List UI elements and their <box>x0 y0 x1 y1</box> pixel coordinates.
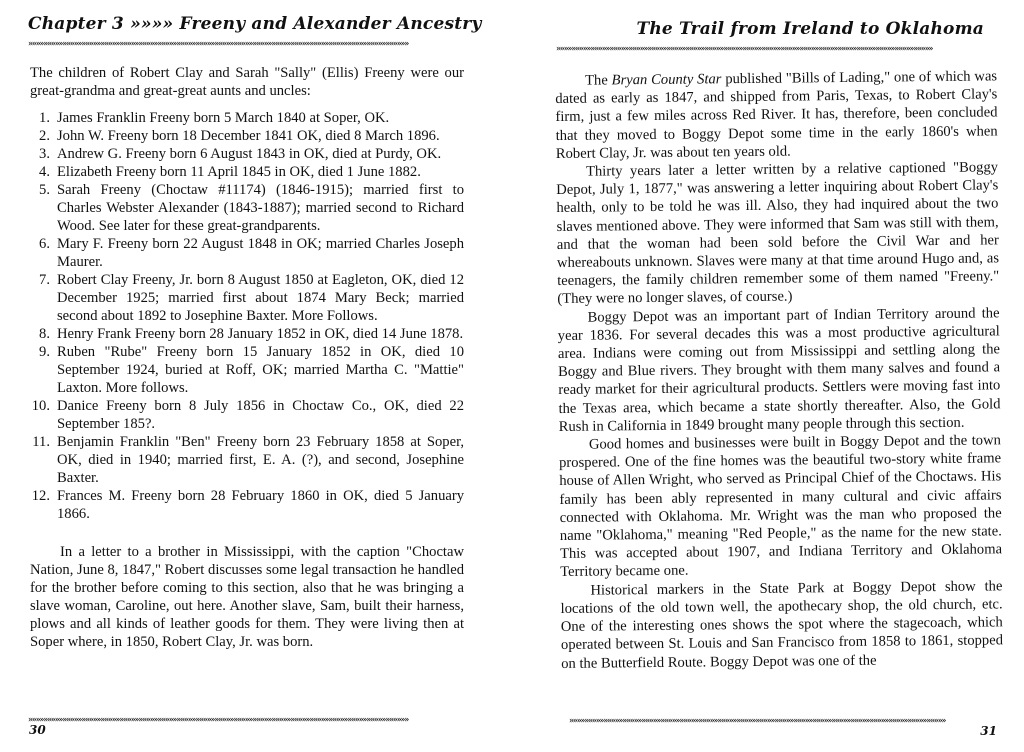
children-list <box>30 109 464 523</box>
book-title-running-head: The Trail from Ireland to Oklahoma <box>636 19 984 39</box>
letter-paragraph: In a letter to a brother in Mississippi, with the caption "Choctaw Nation, June 8, 1847," Robert discusses some legal transaction he handled for the brother before coming to this section, also that he was bringing a slave woman, Caroline, out here. Another slave, Sam, built their harness, plows and all kinds of leather goods for them. They were living then at Soper where, in 1850, Robert Clay, Jr. was born. <box>30 544 464 650</box>
newspaper-title: Bryan County Star <box>611 71 722 89</box>
list-item: 12. Frances M. Freeny born 28 February 1860 in OK, died 5 January 1866. <box>31 488 464 522</box>
list-item: 8. Henry Frank Freeny born 28 January 1852 in OK, died 14 June 1878. <box>39 326 464 342</box>
footer-ornament-rule: »»»»»»»»»»»»»»»»»»»»»»»»»»»»»»»»»»»»»»»»»»»»»»»»»»»»»»»»»»»»»»»»»»»»»»»»»»»»»»»»»»»»»»»»»»»»»»»»»»» <box>569 715 946 725</box>
list-item: 4. Elizabeth Freeny born 11 April 1845 in OK, died 1 June 1882. <box>39 164 421 180</box>
left-page-body <box>30 64 464 651</box>
right-page <box>512 0 1024 752</box>
chapter-running-head: Chapter 3 »»»» Freeny and Alexander Ancestry <box>28 14 482 34</box>
right-page-body <box>555 67 1003 672</box>
list-item: 1. James Franklin Freeny born 5 March 1840 at Soper, OK. <box>39 110 390 126</box>
paragraph: Boggy Depot was an important part of Indian Territory around the year 1836. For several decades this was a most productive agricultural area. Indians were coming out from Mississippi and settling along the Boggy and Blue rivers. They brought with them many salves and found a ready market for their agricultural products. Settlers were moving fast into the Texas area, which became a state shortly thereafter. Also, the Gold Rush in California in 1849 brought many people through this section. <box>557 304 1001 435</box>
header-ornament-rule: »»»»»»»»»»»»»»»»»»»»»»»»»»»»»»»»»»»»»»»»»»»»»»»»»»»»»»»»»»»»»»»»»»»»»»»»»»»»»»»»»»»»»»»»»»»»»»»»»»»» <box>28 38 409 48</box>
list-item: 11. Benjamin Franklin "Ben" Freeny born 23 February 1858 at Soper, OK, died in 1940; married first, E. A. (?), and second, Josephine Baxter. <box>32 434 464 486</box>
list-item: 9. Ruben "Rube" Freeny born 15 January 1852 in OK, died 10 September 1924, buried at Roff, OK; married Martha C. "Mattie" Laxton. More follows. <box>39 344 464 396</box>
page-number: 31 <box>980 724 997 738</box>
paragraph: Historical markers in the State Park at Boggy Depot show the locations of the old town well, the apothecary shop, the old church, etc. One of the interesting ones shows the spot where the stagecoach, which operated between St. Louis and San Francisco from 1858 to 1861, stopped on the Butterfield Route. Boggy Depot was one of the <box>560 578 1004 672</box>
children-intro: The children of Robert Clay and Sarah "Sally" (Ellis) Freeny were our great-grandma and great-great aunts and uncles: <box>30 65 464 99</box>
page-number: 30 <box>29 723 46 737</box>
list-item: 5. Sarah Freeny (Choctaw #11174) (1846-1915); married first to Charles Webster Alexander (1843-1887); married second to Richard Wood. See later for these great-grandparents. <box>39 182 464 234</box>
list-item: 10. Danice Freeny born 8 July 1856 in Choctaw Co., OK, died 22 September 185?. <box>31 398 464 432</box>
list-item: 3. Andrew G. Freeny born 6 August 1843 in OK, died at Purdy, OK. <box>39 146 442 162</box>
list-item: 6. Mary F. Freeny born 22 August 1848 in OK; married Charles Joseph Maurer. <box>39 236 464 270</box>
list-item: 7. Robert Clay Freeny, Jr. born 8 August 1850 at Eagleton, OK, died 12 December 1925; married first about 1874 Mary Beck; married second about 1892 to Josephine Baxter. More Follows. <box>39 272 464 324</box>
paragraph: The Bryan County Star published "Bills of Lading," one of which was dated as early as 1847, and shipped from Paris, Texas, to Robert Clay's firm, just a few miles across Red River. It has, therefore, been concluded that they moved to Boggy Depot some time in the early 1860's when Robert Clay, Jr. was about ten years old. <box>555 68 998 162</box>
paragraph: Thirty years later a letter written by a relative captioned "Boggy Depot, July 1, 1877," was answering a letter inquiring about Robert Clay's health, only to be told he was ill. Also, they had inquired about the two slaves mentioned above. They were informed that Sam was still with them, and that the woman had been sold before the Civil War and her whereabouts unknown. Slaves were many at that time around Hugo and, as teenagers, the family children remember some of them named "Freeny." (They were no longer slaves, of course.) <box>556 159 1000 308</box>
list-item: 2. John W. Freeny born 18 December 1841 OK, died 8 March 1896. <box>39 128 440 144</box>
paragraph: Good homes and businesses were built in Boggy Depot and the town prospered. One of the fine homes was the beautiful two-story white frame house of Allen Wright, who served as Principal Chief of the Choctaws. His family has been ably represented in many cultural and civic affairs connected with Oklahoma. Mr. Wright was the man who proposed the name "Oklahoma," meaning "Red People," as the name for the new state. This was accepted about 1907, and Indiana Territory and Oklahoma Territory became one. <box>559 432 1003 581</box>
header-ornament-rule: »»»»»»»»»»»»»»»»»»»»»»»»»»»»»»»»»»»»»»»»»»»»»»»»»»»»»»»»»»»»»»»»»»»»»»»»»»»»»»»»»»»»»»»»»»»»»»»»»»» <box>556 43 933 53</box>
footer-ornament-rule: »»»»»»»»»»»»»»»»»»»»»»»»»»»»»»»»»»»»»»»»»»»»»»»»»»»»»»»»»»»»»»»»»»»»»»»»»»»»»»»»»»»»»»»»»»»»»»»»»»»» <box>28 714 409 724</box>
